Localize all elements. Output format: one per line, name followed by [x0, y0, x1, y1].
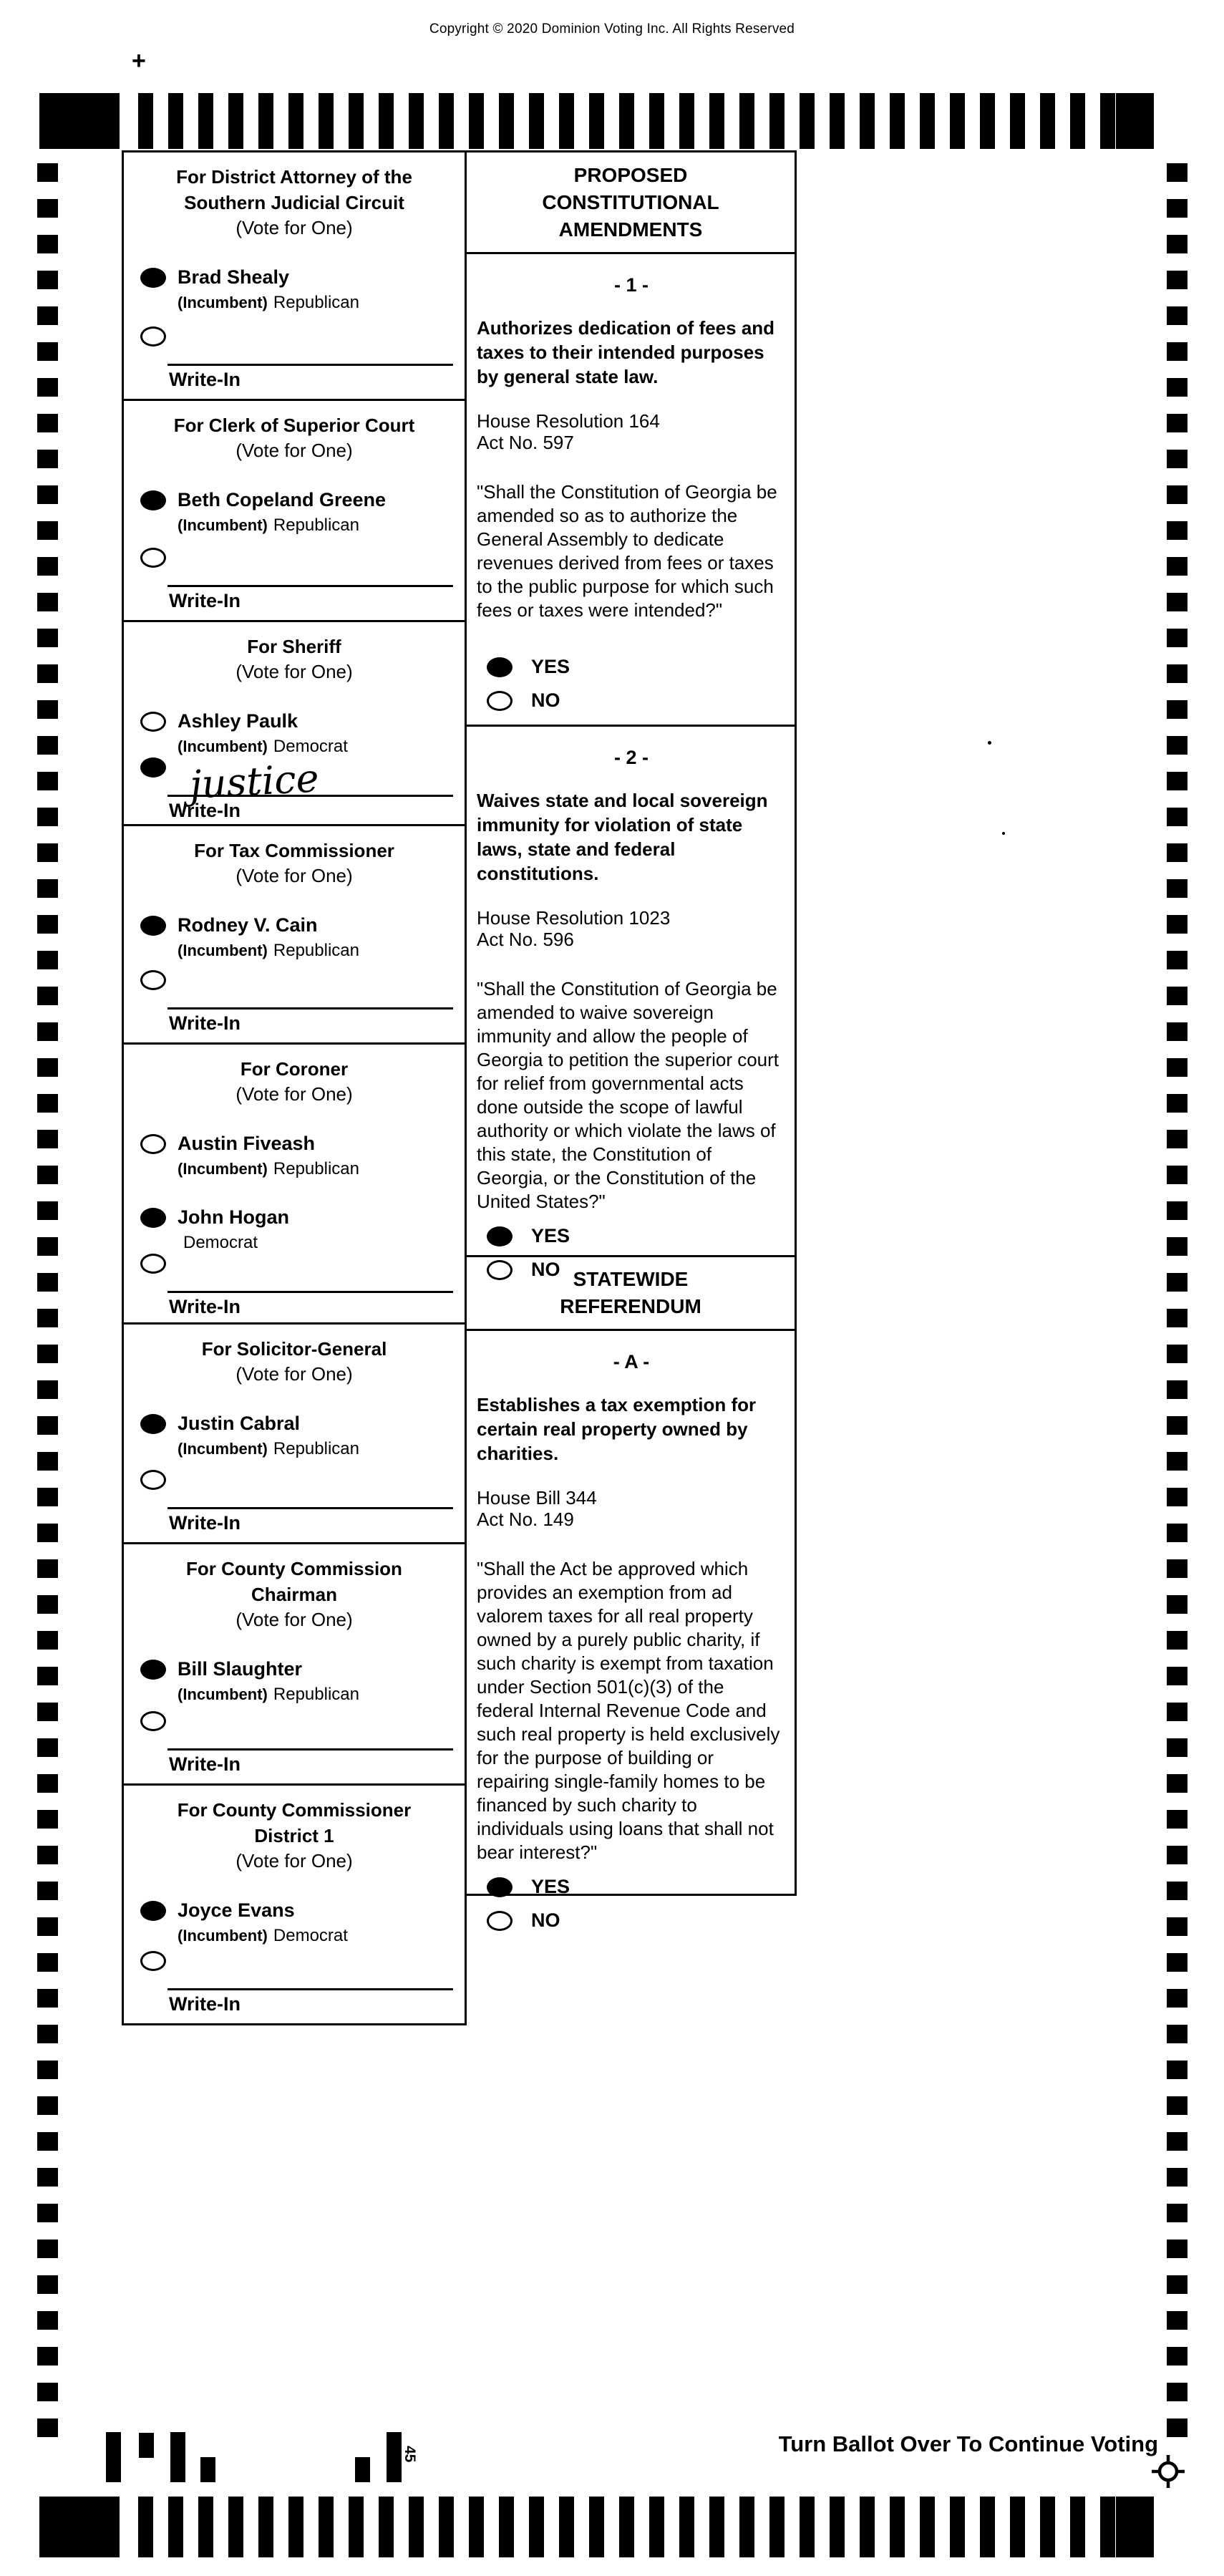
write-in-option [124, 326, 465, 393]
measure-references [477, 907, 786, 950]
candidate-subline [178, 514, 386, 536]
candidate-contests-column [122, 150, 467, 2025]
ballot-id-barcode-bar [355, 2457, 370, 2482]
timing-marks-left-edge [37, 163, 58, 2440]
timing-block-bottom-left [39, 2497, 120, 2557]
measure-references [477, 410, 786, 453]
handwritten-entry: justice [188, 755, 320, 808]
contest-title [124, 1056, 465, 1082]
candidate-name: Beth Copeland Greene [178, 489, 387, 510]
candidate-option [124, 1412, 465, 1460]
measure-question: "Shall the Constitution of Georgia be amended to waive sovereign immunity and allow the people of Georgia to petition the superior court for relief from governmental acts done outside the scope of lawful authority or which violate the laws of this state, the Constitution of Georgia, or the Constitution of the United States?" [477, 978, 779, 1212]
measure-summary: Waives state and local sovereign immunity for violation of state laws, state and federal constitutions. [477, 790, 768, 884]
write-in-label: Write-In [169, 1753, 241, 1775]
timing-block-bottom-right [1116, 2497, 1154, 2557]
measure-choice [477, 1909, 786, 1932]
candidate-text [178, 1206, 289, 1254]
measure-reference-line: Act No. 597 [477, 432, 574, 453]
measure-question: "Shall the Act be approved which provides an exemption from ad valorem taxes for all real property owned by a purely public charity, if such charity is exempt from taxation under Section 501(c)(3) of the federal Internal Revenue Code and such real property is held exclusively for the purpose of building or repairing single-family homes to be financed by such charity to individuals using loans that shall not bear interest?" [477, 1558, 780, 1863]
contest-title-line: For District Attorney of the [176, 166, 412, 188]
candidate-subline [178, 939, 359, 962]
contest-box [122, 1322, 467, 1544]
vote-bubble[interactable] [140, 1901, 166, 1921]
party-label: Democrat [273, 737, 348, 756]
measure-choices [477, 644, 786, 717]
vote-bubble[interactable] [487, 1877, 513, 1897]
measure-question: "Shall the Constitution of Georgia be amended so as to authorize the General Assembly to dedicate revenues derived from fees or taxes to the public purpose for which such fees or taxes were intended?" [477, 481, 777, 621]
incumbent-label: (Incumbent) [178, 737, 268, 755]
contest-title-line: For Sheriff [247, 636, 341, 657]
candidate-option [124, 1657, 465, 1705]
vote-bubble[interactable] [140, 1208, 166, 1228]
candidate-option [124, 1206, 465, 1254]
candidate-option [124, 710, 465, 757]
copyright-line: Copyright © 2020 Dominion Voting Inc. All Rights Reserved [429, 21, 795, 37]
contest-box [122, 1783, 467, 2025]
party-label: Republican [273, 1685, 359, 1704]
vote-for-one-instruction: (Vote for One) [235, 1363, 353, 1385]
timing-marks-top [138, 93, 1116, 149]
party-label: Republican [273, 1159, 359, 1178]
contest-title-line: For Tax Commissioner [194, 840, 394, 861]
candidate-text [178, 1657, 359, 1705]
vote-for-one-instruction: (Vote for One) [235, 217, 353, 238]
incumbent-label: (Incumbent) [178, 1685, 268, 1703]
candidate-subline [178, 735, 348, 757]
vote-bubble[interactable] [140, 1134, 166, 1154]
vote-bubble[interactable] [140, 970, 166, 990]
section-header-line: AMENDMENTS [558, 218, 703, 241]
incumbent-label: (Incumbent) [178, 294, 268, 311]
contest-title-line: For Coroner [240, 1058, 349, 1080]
measure-reference-line: House Resolution 1023 [477, 907, 671, 929]
candidate-text [178, 1412, 359, 1460]
vote-bubble[interactable] [140, 490, 166, 510]
measures-column [465, 150, 797, 1931]
write-in-label: Write-In [169, 1012, 241, 1034]
section-header-line: PROPOSED [573, 163, 688, 186]
measure-choice [477, 689, 786, 712]
measure-number: - 1 - [613, 274, 649, 296]
measure-summary: Authorizes dedication of fees and taxes to their intended purposes by general state law. [477, 317, 775, 387]
candidate-option [124, 266, 465, 314]
choice-label: YES [531, 1225, 570, 1246]
candidate-text [178, 1899, 348, 1947]
candidate-text [178, 710, 348, 757]
contest-title [124, 1336, 465, 1362]
vote-bubble[interactable] [140, 268, 166, 288]
incumbent-label: (Incumbent) [178, 941, 268, 959]
vote-for-one-instruction: (Vote for One) [235, 661, 353, 682]
section-header-line: CONSTITUTIONAL [542, 190, 719, 213]
candidate-text [178, 488, 386, 536]
candidate-subline [178, 1231, 289, 1254]
measure-reference-line: House Bill 344 [477, 1487, 597, 1509]
section-header [465, 150, 797, 254]
candidate-name: Brad Shealy [178, 266, 290, 288]
write-in-option [124, 1254, 465, 1320]
candidate-option [124, 1899, 465, 1947]
write-in-label: Write-In [169, 800, 241, 821]
write-in-option [124, 1711, 465, 1778]
contest-title [124, 1556, 465, 1607]
timing-block-top-left [39, 93, 120, 149]
measure-choices [477, 1864, 786, 1937]
contest-box [122, 1542, 467, 1786]
incumbent-label: (Incumbent) [178, 1927, 268, 1945]
contest-title-line: Southern Judicial Circuit [184, 192, 404, 213]
choice-label: NO [531, 1909, 560, 1931]
vote-bubble[interactable] [140, 1660, 166, 1680]
vote-for-one-instruction: (Vote for One) [235, 1609, 353, 1630]
vote-for-one-instruction: (Vote for One) [235, 440, 353, 461]
measure-reference-line: House Resolution 164 [477, 410, 660, 432]
party-label: Democrat [183, 1233, 258, 1252]
choice-label: NO [531, 1259, 560, 1280]
party-label: Republican [273, 941, 359, 960]
contest-title-line: For Clerk of Superior Court [173, 415, 415, 436]
contest-title-line: Chairman [251, 1584, 337, 1605]
contest-title [124, 634, 465, 659]
party-label: Republican [273, 515, 359, 535]
write-in-label: Write-In [169, 590, 241, 611]
timing-block-top-right [1116, 93, 1154, 149]
timing-marks-right-edge [1167, 163, 1187, 2440]
measure-summary: Establishes a tax exemption for certain real property owned by charities. [477, 1394, 757, 1464]
party-label: Democrat [273, 1926, 348, 1945]
write-in-label: Write-In [169, 369, 241, 390]
measure-reference-line: Act No. 149 [477, 1509, 574, 1530]
section-header-line: STATEWIDE [573, 1268, 689, 1290]
candidate-subline [178, 1158, 359, 1180]
contest-box [122, 150, 467, 401]
vote-bubble[interactable] [487, 657, 513, 677]
vote-bubble[interactable] [140, 548, 166, 568]
candidate-subline [178, 1683, 359, 1705]
vote-bubble[interactable] [140, 1711, 166, 1731]
vote-bubble[interactable] [487, 1226, 513, 1246]
vote-bubble[interactable] [140, 757, 166, 778]
candidate-name: Ashley Paulk [178, 710, 298, 732]
registration-plus-mark: + [132, 47, 146, 74]
contest-title [124, 838, 465, 863]
contest-title-line: District 1 [254, 1825, 334, 1846]
candidate-name: Austin Fiveash [178, 1133, 316, 1154]
vote-for-one-instruction: (Vote for One) [235, 1083, 353, 1105]
incumbent-label: (Incumbent) [178, 516, 268, 534]
incumbent-label: (Incumbent) [178, 1440, 268, 1458]
measure-references [477, 1487, 786, 1530]
contest-box [122, 1042, 467, 1325]
write-in-option [124, 970, 465, 1037]
candidate-subline [178, 291, 359, 314]
write-in-label: Write-In [169, 1512, 241, 1534]
write-in-option [124, 757, 465, 824]
write-in-option [124, 1951, 465, 2018]
measure-number: - A - [613, 1351, 650, 1372]
measure-number: - 2 - [613, 747, 649, 768]
candidate-option [124, 488, 465, 536]
registration-target-icon [1151, 2454, 1185, 2489]
vote-bubble[interactable] [140, 1414, 166, 1434]
choice-label: YES [531, 1876, 570, 1897]
ballot-id-barcode-bar [200, 2457, 215, 2482]
candidate-option [124, 1132, 465, 1180]
write-in-option [124, 1470, 465, 1536]
contest-title [124, 164, 465, 216]
contest-title-line: For Solicitor-General [201, 1338, 387, 1360]
measure-box [465, 1329, 797, 1931]
vote-for-one-instruction: (Vote for One) [235, 1850, 353, 1872]
vote-for-one-instruction: (Vote for One) [235, 865, 353, 886]
measure-choice [477, 1876, 786, 1898]
vote-bubble[interactable] [140, 326, 166, 347]
party-label: Republican [273, 293, 359, 312]
candidate-name: Bill Slaughter [178, 1658, 303, 1680]
contest-title [124, 1797, 465, 1849]
candidate-text [178, 914, 359, 962]
scan-speck [1002, 832, 1005, 835]
turn-ballot-over-instruction: Turn Ballot Over To Continue Voting [778, 2431, 1158, 2456]
timing-marks-bottom [138, 2497, 1116, 2557]
candidate-option [124, 914, 465, 962]
write-in-label: Write-In [169, 1993, 241, 2015]
measure-choice [477, 656, 786, 678]
write-in-option [124, 548, 465, 614]
contest-box [122, 399, 467, 622]
candidate-name: Joyce Evans [178, 1899, 295, 1921]
vote-bubble[interactable] [140, 712, 166, 732]
write-in-label: Write-In [169, 1296, 241, 1317]
ballot-stub-number: 45 [402, 2446, 418, 2463]
candidate-name: Justin Cabral [178, 1413, 301, 1434]
measure-reference-line: Act No. 596 [477, 929, 574, 950]
choice-label: NO [531, 689, 560, 711]
candidate-text [178, 1132, 359, 1180]
scan-speck [988, 741, 991, 745]
incumbent-label: (Incumbent) [178, 1160, 268, 1178]
measure-choice [477, 1225, 786, 1247]
measure-box [465, 252, 797, 727]
contest-title-line: For County Commission [186, 1558, 402, 1579]
vote-bubble[interactable] [487, 1911, 513, 1931]
section-header-line: REFERENDUM [560, 1295, 701, 1317]
choice-label: YES [531, 656, 570, 677]
vote-bubble[interactable] [140, 1254, 166, 1274]
vote-bubble[interactable] [140, 1951, 166, 1971]
contest-box [122, 620, 467, 826]
party-label: Republican [273, 1439, 359, 1458]
candidate-subline [178, 1924, 348, 1947]
vote-bubble[interactable] [140, 1470, 166, 1490]
contest-title-line: For County Commissioner [177, 1799, 412, 1821]
contest-box [122, 824, 467, 1045]
candidate-name: Rodney V. Cain [178, 914, 318, 936]
candidate-name: John Hogan [178, 1206, 289, 1228]
section-header [465, 1255, 797, 1331]
vote-bubble[interactable] [487, 691, 513, 711]
contest-title [124, 412, 465, 438]
candidate-text [178, 266, 359, 314]
candidate-subline [178, 1438, 359, 1460]
vote-bubble[interactable] [140, 916, 166, 936]
